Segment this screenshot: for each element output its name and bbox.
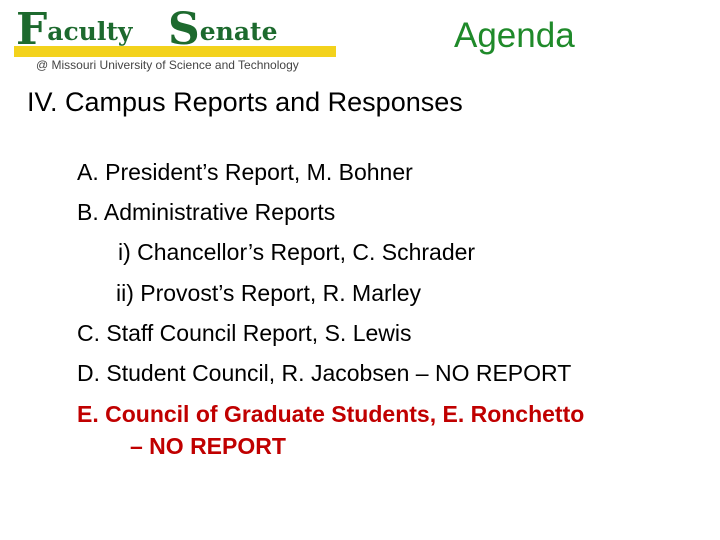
agenda-item-e: E. Council of Graduate Students, E. Ronchetto <box>77 401 585 427</box>
logo-initial-f: F <box>16 4 48 55</box>
agenda-item-d: D. Student Council, R. Jacobsen – NO REPORT <box>77 360 572 386</box>
agenda-item-b: B. Administrative Reports <box>77 199 336 225</box>
agenda-item-c: C. Staff Council Report, S. Lewis <box>77 320 412 346</box>
logo-word-senate-rest: enate <box>199 17 278 46</box>
logo-word-senate <box>168 4 278 55</box>
agenda-subitem-i: i) Chancellor’s Report, C. Schrader <box>118 239 476 265</box>
agenda-item-e-continuation: – NO REPORT <box>130 433 286 459</box>
agenda-item-a: A. President’s Report, M. Bohner <box>77 159 413 185</box>
section-heading: IV. Campus Reports and Responses <box>27 87 463 117</box>
faculty-senate-logo <box>10 4 340 74</box>
agenda-subitem-ii: ii) Provost’s Report, R. Marley <box>116 280 422 306</box>
logo-word-faculty <box>16 4 133 55</box>
logo-subtitle: @ Missouri University of Science and Technology <box>36 58 299 72</box>
logo-word-faculty-rest: aculty <box>47 17 133 46</box>
agenda-title: Agenda <box>454 16 575 55</box>
logo-initial-s: S <box>168 4 200 55</box>
